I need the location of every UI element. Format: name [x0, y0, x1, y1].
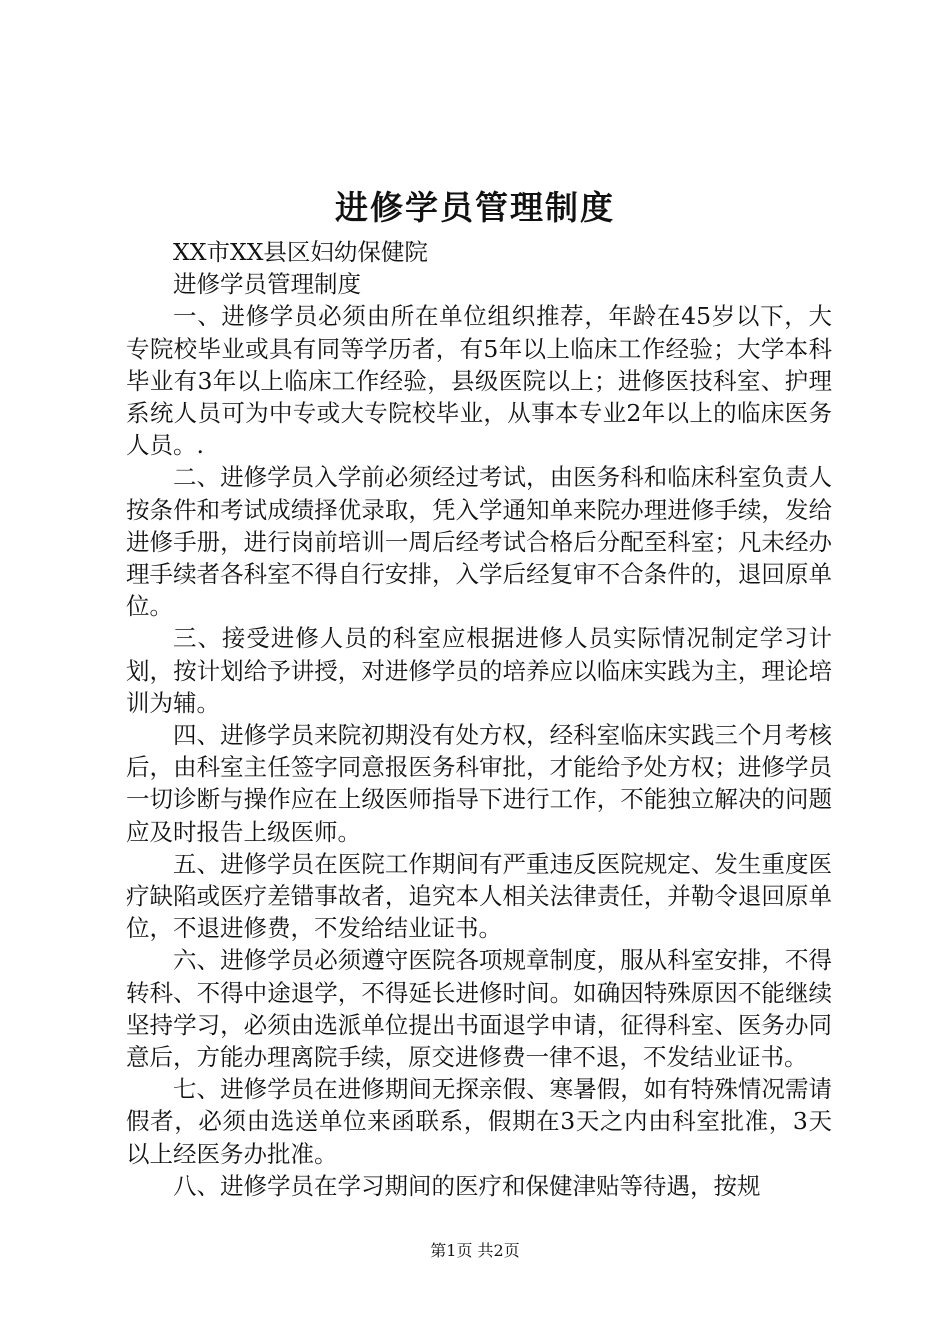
paragraph-1: 一、进修学员必须由所在单位组织推荐，年龄在45岁以下，大专院校毕业或具有同等学历者，有5年以上临床工作经验；大学本科毕业有3年以上临床工作经验，县级医院以上；进修医技科室、护理系统人员可为中专或大专院校毕业，从事本专业2年以上的临床医务人员。.	[126, 302, 832, 460]
subtitle-line: 进修学员管理制度	[173, 270, 361, 299]
paragraph-7: 七、进修学员在进修期间无探亲假、寒暑假，如有特殊情况需请假者，必须由选送单位来函联系，假期在3天之内由科室批准，3天以上经医务办批准。	[126, 1075, 832, 1168]
paragraph-6: 六、进修学员必须遵守医院各项规章制度，服从科室安排，不得转科、不得中途退学，不得延长进修时间。如确因特殊原因不能继续坚持学习，必须由选派单位提出书面退学申请，征得科室、医务办同意后，方能办理离院手续，原交进修费一律不退，不发结业证书。	[126, 946, 832, 1072]
org-line: XX市XX县区妇幼保健院	[173, 238, 428, 266]
paragraph-5: 五、进修学员在医院工作期间有严重违反医院规定、发生重度医疗缺陷或医疗差错事故者，追究本人相关法律责任，并勒令退回原单位，不退进修费，不发给结业证书。	[126, 849, 832, 943]
paragraph-2: 二、进修学员入学前必须经过考试，由医务科和临床科室负责人按条件和考试成绩择优录取，凭入学通知单来院办理进修手续，发给进修手册，进行岗前培训一周后经考试合格后分配至科室；凡未经办理手续者各科室不得自行安排，入学后经复审不合条件的，退回原单位。	[126, 463, 832, 621]
paragraph-3: 三、接受进修人员的科室应根据进修人员实际情况制定学习计划，按计划给予讲授，对进修学员的培养应以临床实践为主，理论培训为辅。	[126, 624, 832, 717]
page-footer: 第1页 共2页	[430, 1241, 520, 1260]
paragraph-4: 四、进修学员来院初期没有处方权，经科室临床实践三个月考核后，由科室主任签字同意报医务科审批，才能给予处方权；进修学员一切诊断与操作应在上级医师指导下进行工作，不能独立解决的问题应及时报告上级医师。	[126, 721, 832, 846]
document-title: 进修学员管理制度	[335, 188, 615, 227]
paragraph-8: 八、进修学员在学习期间的医疗和保健津贴等待遇，按规	[173, 1171, 761, 1200]
document-body	[126, 236, 832, 1202]
